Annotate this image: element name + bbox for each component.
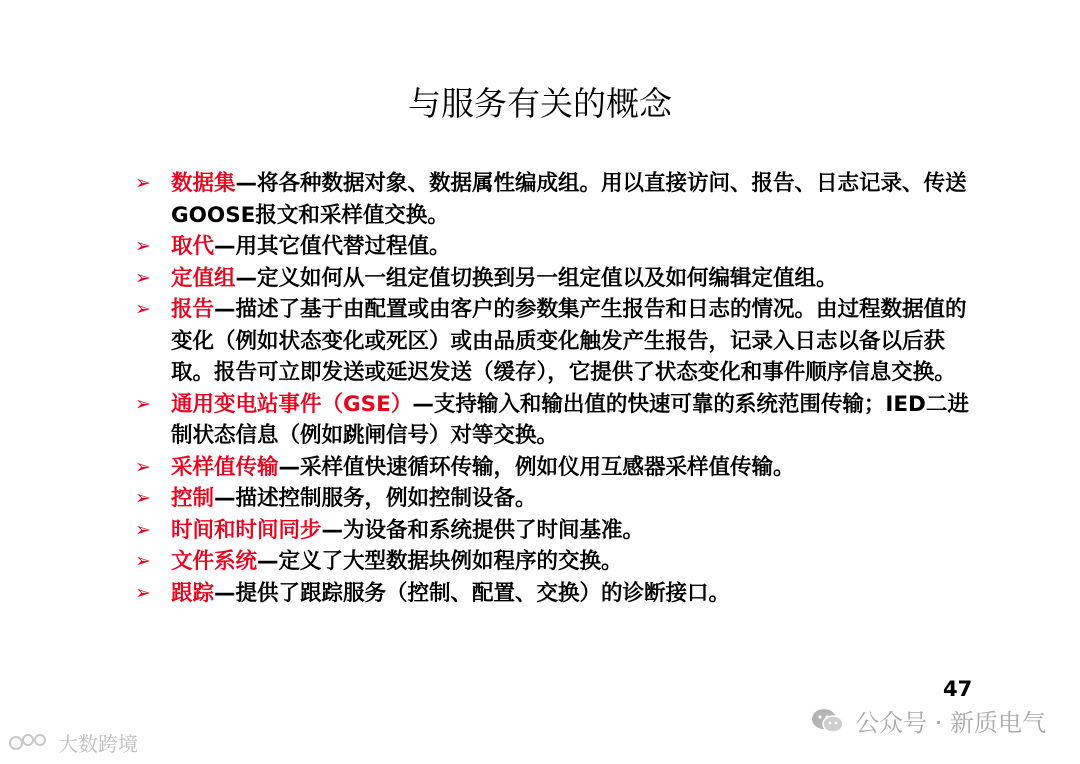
- wechat-logo-icon: [811, 707, 845, 735]
- arrow-bullet-icon: ➢: [135, 550, 151, 572]
- item-term: 通用变电站事件（GSE）: [171, 391, 413, 417]
- item-term: 数据集: [171, 171, 236, 196]
- arrow-bullet-icon: ➢: [135, 581, 151, 604]
- item-term: 采样值传输: [171, 454, 279, 480]
- list-item: [135, 483, 975, 515]
- wechat-watermark: [811, 703, 1046, 738]
- item-term: 跟踪: [171, 580, 215, 606]
- item-term: 时间和时间同步: [171, 517, 322, 543]
- list-item: [135, 263, 975, 295]
- item-term: 文件系统: [171, 549, 258, 574]
- item-term: 定值组: [171, 265, 236, 291]
- item-description: —定义如何从一组定值切换到另一组定值以及如何编辑定值组。: [235, 265, 838, 291]
- arrow-bullet-icon: ➢: [135, 298, 151, 320]
- list-item: [135, 578, 975, 610]
- item-description: —定义了大型数据块例如程序的交换。: [257, 549, 623, 574]
- list-item: [135, 515, 975, 547]
- item-description: —提供了跟踪服务（控制、配置、交换）的诊断接口。: [214, 580, 731, 606]
- list-item: [135, 452, 975, 484]
- list-item: [135, 231, 975, 263]
- arrow-bullet-icon: ➢: [135, 235, 151, 257]
- watermark-text: 公众号 · 新质电气: [855, 709, 1046, 737]
- item-description: —描述控制服务，例如控制设备。: [214, 486, 537, 511]
- brand-logo-icon: [8, 732, 52, 754]
- arrow-bullet-icon: ➢: [135, 487, 151, 509]
- arrow-bullet-icon: ➢: [135, 455, 151, 478]
- arrow-bullet-icon: ➢: [135, 266, 151, 289]
- slide-title: 与服务有关的概念: [408, 84, 672, 123]
- page-number: 47: [943, 677, 973, 701]
- item-description: —采样值快速循环传输，例如仪用互感器采样值传输。: [278, 454, 795, 480]
- item-term: 报告: [171, 297, 215, 322]
- arrow-bullet-icon: ➢: [135, 172, 151, 194]
- list-item: [135, 546, 975, 578]
- watermark-text: 大数跨境: [58, 732, 138, 756]
- item-description: —用其它值代替过程值。: [214, 234, 451, 259]
- item-term: 取代: [171, 234, 215, 259]
- item-description: —描述了基于由配置或由客户的参数集产生报告和日志的情况。由过程数据值的变化（例如状态变化或死区）或由品质变化触发产生报告，记录入日志以备以后获取。报告可立即发送或延迟发送（缓存），它提供了状态变化和事件顺序信息交换。: [171, 297, 967, 385]
- corner-watermark: [8, 728, 138, 757]
- arrow-bullet-icon: ➢: [135, 518, 151, 541]
- item-description: —将各种数据对象、数据属性编成组。用以直接访问、报告、日志记录、传送GOOSE报文和采样值交换。: [171, 171, 967, 228]
- item-description: —支持输入和输出值的快速可靠的系统范围传输；IED二进制状态信息（例如跳闸信号）对等交换。: [171, 391, 969, 448]
- concept-list: [135, 168, 975, 609]
- arrow-bullet-icon: ➢: [135, 392, 151, 415]
- item-description: —为设备和系统提供了时间基准。: [321, 517, 645, 543]
- list-item: [135, 294, 975, 389]
- list-item: [135, 389, 975, 452]
- item-term: 控制: [171, 486, 215, 511]
- list-item: [135, 168, 975, 231]
